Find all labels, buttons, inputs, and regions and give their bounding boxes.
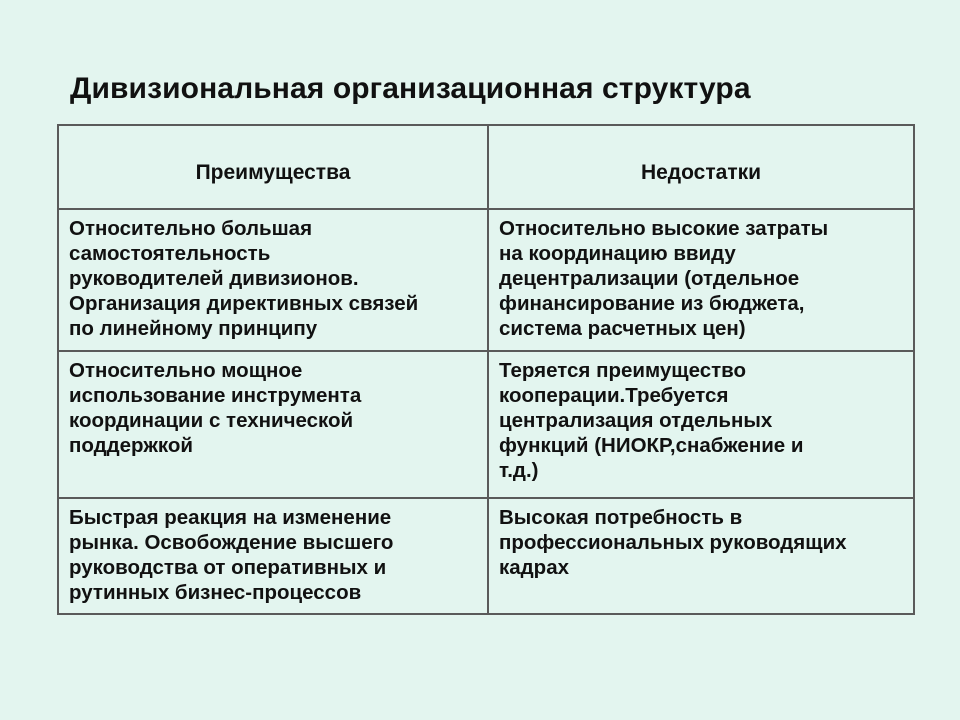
- disadvantage-cell: Теряется преимущество кооперации.Требуется централизация отдельных функций (НИОКР,снабжение и т.д.): [488, 351, 914, 498]
- advantage-cell: Быстрая реакция на изменение рынка. Освобождение высшего руководства от оперативных и рутинных бизнес-процессов: [58, 498, 488, 614]
- header-advantages-label: Преимущества: [195, 160, 351, 184]
- advantage-cell: Относительно большая самостоятельность руководителей дивизионов. Организация директивных связей по линейному принципу: [58, 209, 488, 351]
- comparison-table: [57, 124, 915, 615]
- header-advantages: [58, 125, 488, 209]
- header-disadvantages: [488, 125, 914, 209]
- slide-title: Дивизиональная организационная структура: [70, 72, 751, 105]
- table-header-row: [58, 125, 914, 209]
- table-row: [58, 351, 914, 498]
- disadvantage-cell: Относительно высокие затраты на координацию ввиду децентрализации (отдельное финансирование из бюджета, система расчетных цен): [488, 209, 914, 351]
- advantage-cell: Относительно мощное использование инструмента координации с технической поддержкой: [58, 351, 488, 498]
- disadvantage-cell: Высокая потребность в профессиональных руководящих кадрах: [488, 498, 914, 614]
- table-row: [58, 209, 914, 351]
- table-row: [58, 498, 914, 614]
- header-disadvantages-label: Недостатки: [640, 160, 762, 184]
